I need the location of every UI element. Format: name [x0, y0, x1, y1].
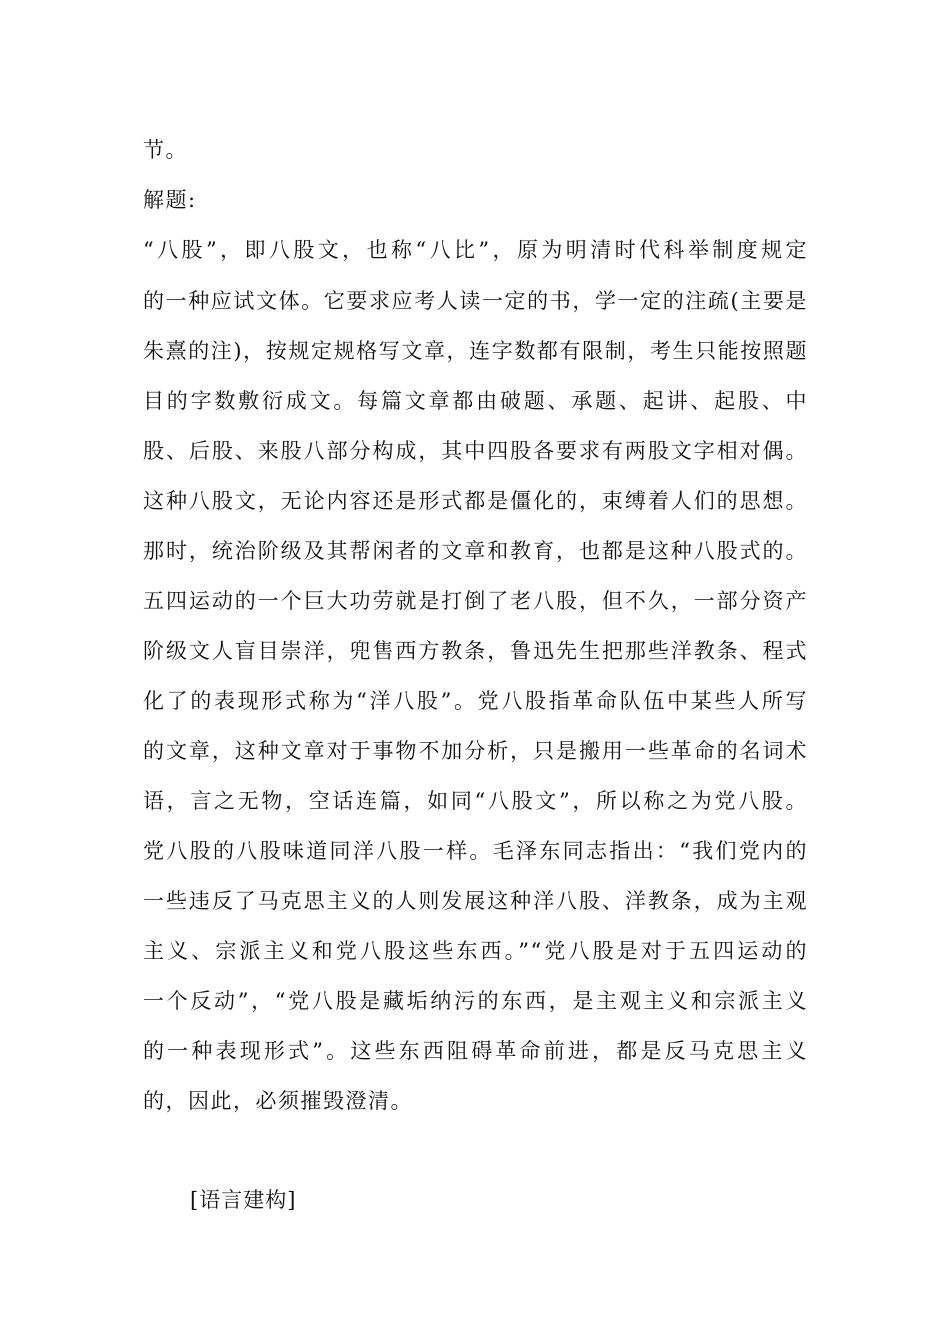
paragraph-line: 的一种应试文体。它要求应考人读一定的书，学一定的注疏(主要是	[143, 289, 808, 313]
paragraph-line: 一个反动”，“党八股是藏垢纳污的东西，是主观主义和宗派主义	[143, 989, 808, 1013]
paragraph-line: 的文章，这种文章对于事物不加分析，只是搬用一些革命的名词术	[143, 739, 808, 763]
paragraph-line: 主义、宗派主义和党八股这些东西。”“党八股是对于五四运动的	[143, 939, 808, 963]
text-line-continuation: 节。	[143, 138, 188, 162]
paragraph-line: 阶级文人盲目崇洋，兜售西方教条，鲁迅先生把那些洋教条、程式	[143, 639, 808, 663]
paragraph-line: “八股”，即八股文，也称“八比”，原为明清时代科举制度规定	[143, 238, 808, 262]
section-heading-language-construction: [语言建构]	[190, 1188, 297, 1212]
paragraph-line-last: 的，因此，必须摧毁澄清。	[143, 1089, 413, 1113]
paragraph-line: 的一种表现形式”。这些东西阻碍革命前进，都是反马克思主义	[143, 1039, 808, 1063]
paragraph-line: 朱熹的注)，按规定规格写文章，连字数都有限制，考生只能按照题	[143, 339, 808, 363]
paragraph-line: 语，言之无物，空话连篇，如同“八股文”，所以称之为党八股。	[143, 789, 808, 813]
paragraph-line: 五四运动的一个巨大功劳就是打倒了老八股，但不久，一部分资产	[143, 589, 808, 613]
label-jieti: 解题:	[143, 188, 197, 212]
paragraph-line: 目的字数敷衍成文。每篇文章都由破题、承题、起讲、起股、中	[143, 389, 808, 413]
paragraph-line: 化了的表现形式称为“洋八股”。党八股指革命队伍中某些人所写	[143, 689, 808, 713]
paragraph-line: 党八股的八股味道同洋八股一样。毛泽东同志指出：“我们党内的	[143, 839, 808, 863]
paragraph-line: 一些违反了马克思主义的人则发展这种洋八股、洋教条，成为主观	[143, 889, 808, 913]
paragraph-line: 这种八股文，无论内容还是形式都是僵化的，束缚着人们的思想。	[143, 489, 808, 513]
paragraph-line: 股、后股、来股八部分构成，其中四股各要求有两股文字相对偶。	[143, 439, 808, 463]
paragraph-line: 那时，统治阶级及其帮闲者的文章和教育，也都是这种八股式的。	[143, 539, 808, 563]
